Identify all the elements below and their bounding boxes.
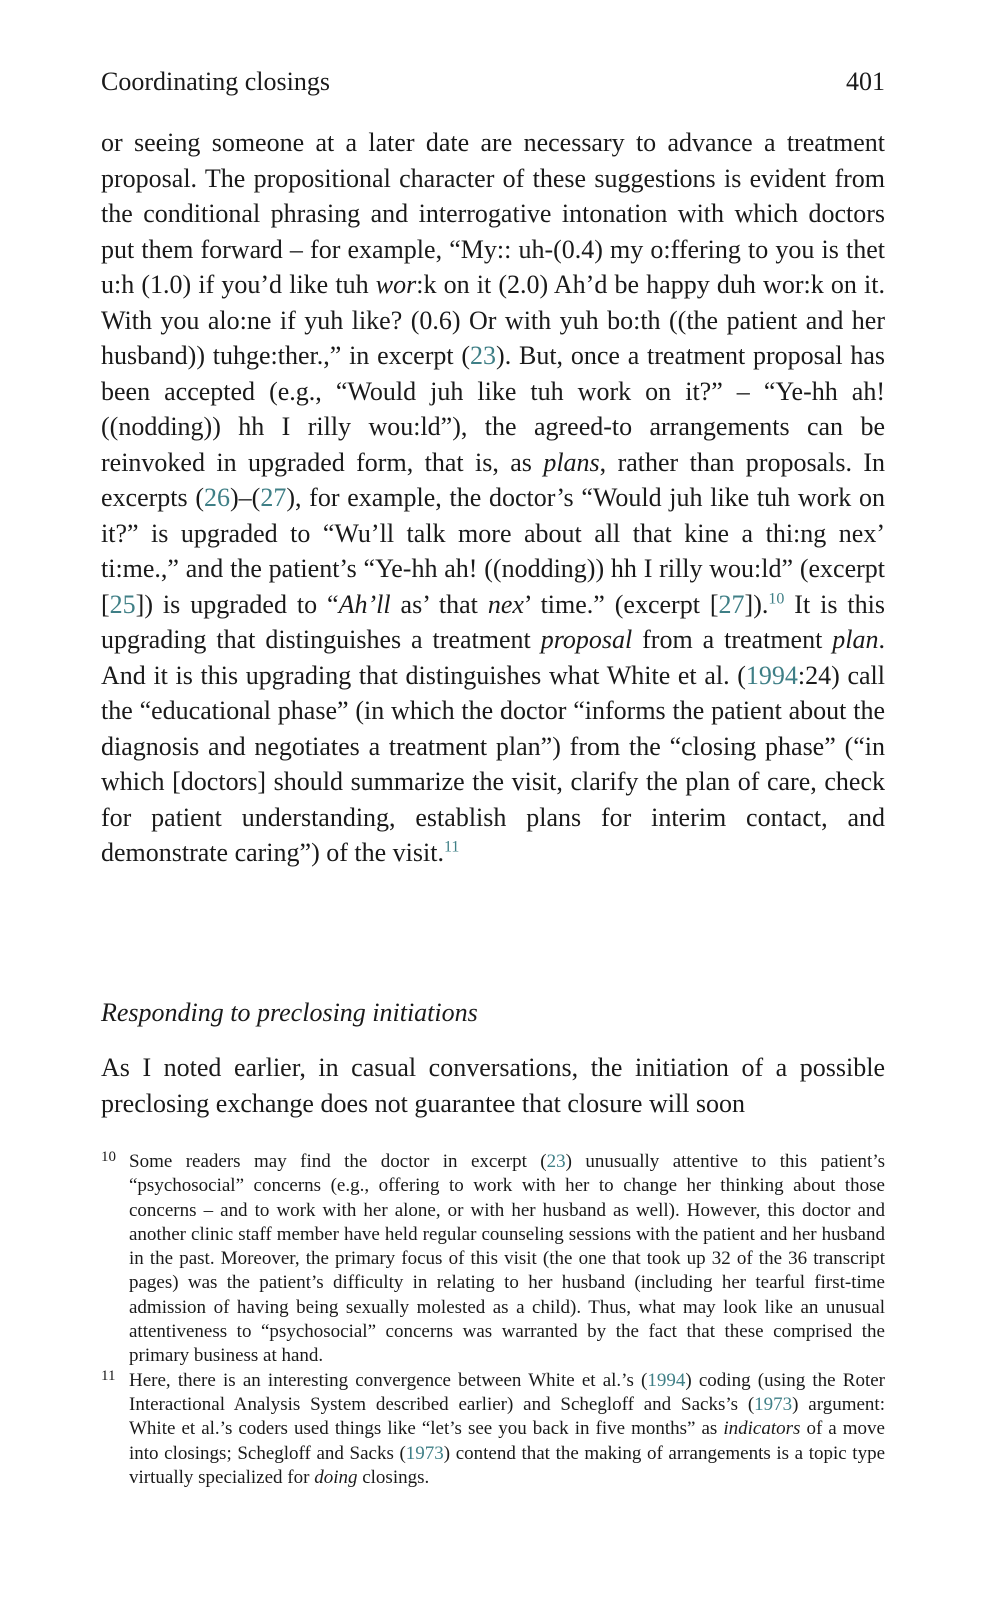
page-number: 401 bbox=[846, 67, 885, 96]
text-run-italic: plans bbox=[543, 447, 600, 477]
excerpt-link-23[interactable]: 23 bbox=[546, 1151, 566, 1172]
text-run: ’ time.” (excerpt [ bbox=[523, 589, 719, 619]
footnote-number: 10 bbox=[101, 1149, 116, 1165]
text-run: Some readers may find the doctor in excerpt ( bbox=[129, 1151, 547, 1172]
footnote-11 bbox=[101, 1369, 885, 1490]
text-run: :24) call the “educational phase” (in which the doctor “informs the patient about the diagnosis and negotiates a treatment plan”) from the “closing phase” (“in which [doctors] should summarize the visit, clarify the plan of care, check for patient understanding, establish plans for interim contact, and demonstrate caring”) of the visit. bbox=[101, 660, 885, 867]
text-run: from a treatment bbox=[632, 625, 833, 654]
citation-link-1994[interactable]: 1994 bbox=[745, 660, 798, 690]
excerpt-link-27[interactable]: 27 bbox=[260, 483, 287, 512]
text-run: Here, there is an interesting convergence between White et al.’s ( bbox=[129, 1369, 648, 1391]
section-paragraph: As I noted earlier, in casual conversations, the initiation of a possible preclosing exchange does not guarantee that closure will soon bbox=[101, 1053, 885, 1118]
footnote-number: 11 bbox=[101, 1367, 116, 1384]
citation-link-1973b[interactable]: 1973 bbox=[405, 1442, 444, 1464]
text-run-italic: wor bbox=[375, 270, 417, 299]
text-run: ) coding (using the Roter Interactional Analysis System described earlier) and Schegloff and Sacks’s ( bbox=[129, 1369, 886, 1415]
text-run-italic: proposal bbox=[540, 625, 633, 654]
text-run-italic: plan bbox=[832, 625, 879, 654]
text-run-italic: doing bbox=[314, 1466, 358, 1488]
text-run: It is this upgrading that distinguishes a treatment bbox=[101, 589, 885, 654]
section-heading: Responding to preclosing initiations bbox=[101, 998, 478, 1027]
main-text bbox=[101, 125, 885, 871]
text-run: ), for example, the doctor’s “Would juh like tuh work on it?” is upgraded to “Wu’ll talk more about all that kine a thi:ng nex’ ti:me.,” and the patient’s “Ye-hh ah! ((nodding)) hh I rilly wou:ld” (excerpt [ bbox=[101, 483, 885, 619]
running-title: Coordinating closings bbox=[101, 67, 330, 96]
text-run-italic: Ah’ll bbox=[338, 589, 391, 619]
text-run: closings. bbox=[357, 1466, 430, 1488]
text-run: ]). bbox=[744, 589, 769, 619]
footnote-ref-11[interactable]: 11 bbox=[443, 838, 460, 856]
text-run: ) argument: White et al.’s coders used things like “let’s see you back in five months” as bbox=[129, 1393, 885, 1440]
text-run: ). But, once a treatment proposal has been accepted (e.g., “Would juh like tuh work on it?” – “Ye-hh ah! ((nodding)) hh I rilly wou:ld”), the agreed-to arrangements can be reinvoked in upgraded form, that is, as bbox=[101, 341, 886, 477]
citation-link-1973[interactable]: 1973 bbox=[754, 1393, 793, 1415]
text-run: ) contend that the making of arrangements is a topic type virtually specialized for bbox=[129, 1442, 886, 1488]
excerpt-link-26[interactable]: 26 bbox=[203, 483, 230, 512]
footnote-ref-10[interactable]: 10 bbox=[768, 589, 785, 607]
text-run: or seeing someone at a later date are necessary to advance a treatment proposal. The propositional character of these suggestions is evident from the conditional phrasing and interrogative intonation with which doctors put them forward – for example, “My:: uh-(0.4) my o:ffering to you is thet u:h (1.0) if you’d like tuh bbox=[101, 128, 885, 299]
text-run: ) unusually attentive to this patient’s “psychosocial” concerns (e.g., offering to work with her to change her thinking about those concerns – and to work with her alone, or with her husband as well). However, this doctor and another clinic staff member have held regular counseling sessions with the patient and her husband in the past. Moreover, the primary focus of this visit (the one that took up 32 of the 36 transcript pages) was the patient’s difficulty in relating to her husband (including her tearful first-time admission of having being sexually molested as a child). Thus, what may look like an unusual attentiveness to “psychosocial” concerns was warranted by the fact that these comprised the primary business at hand. bbox=[129, 1151, 885, 1367]
text-run-italic: nex bbox=[487, 589, 524, 619]
footnote-10 bbox=[101, 1150, 885, 1369]
text-run: )–( bbox=[229, 483, 261, 512]
text-run: . And it is this upgrading that distinguishes what White et al. ( bbox=[101, 625, 885, 690]
excerpt-link-23[interactable]: 23 bbox=[470, 341, 497, 370]
text-run: of a move into closings; Schegloff and Sacks ( bbox=[129, 1418, 885, 1464]
text-run: ]) is upgraded to “ bbox=[135, 589, 339, 619]
text-run-italic: indicators bbox=[723, 1418, 801, 1440]
excerpt-link-27b[interactable]: 27 bbox=[718, 589, 745, 619]
text-run: , rather than proposals. In excerpts ( bbox=[101, 447, 886, 512]
text-run: as’ that bbox=[390, 589, 488, 619]
text-run: :k on it (2.0) Ah’d be happy duh wor:k on it. With you alo:ne if yuh like? (0.6) Or with yuh bo:th ((the patient and her husband)) tuhge:ther.,” in excerpt ( bbox=[101, 270, 885, 370]
citation-link-1994[interactable]: 1994 bbox=[647, 1369, 686, 1391]
footnotes bbox=[101, 1150, 885, 1490]
body-paragraph bbox=[101, 125, 885, 871]
excerpt-link-25[interactable]: 25 bbox=[109, 589, 136, 619]
